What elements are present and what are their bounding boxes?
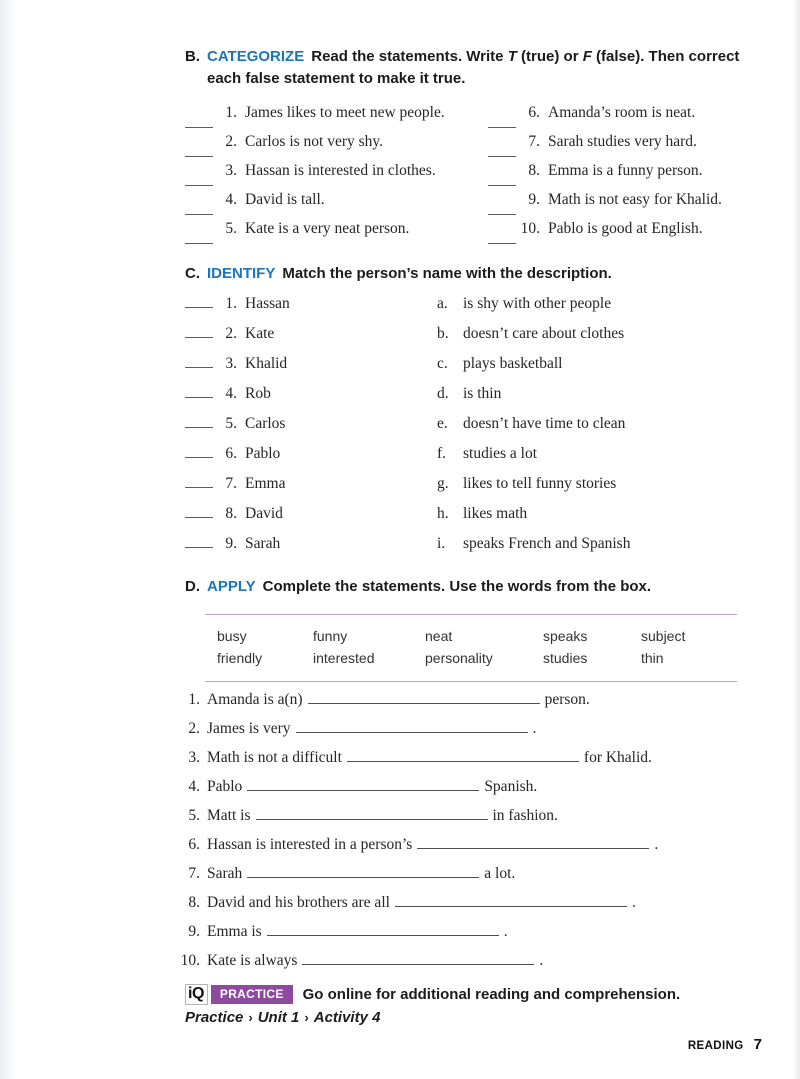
word-box-word: speaks: [543, 628, 588, 644]
statement-row: [177, 836, 743, 865]
statement-pre: Emma is: [207, 923, 262, 940]
statement-post: .: [539, 952, 544, 969]
name-text: Hassan: [245, 295, 290, 312]
true-false-item: [488, 133, 743, 162]
description-letter: e.: [437, 415, 448, 432]
chevron-right-icon: ›: [248, 1010, 253, 1025]
breadcrumb-activity: Activity 4: [313, 1009, 381, 1026]
description-text: speaks French and Spanish: [463, 535, 631, 552]
statement-row: [177, 807, 743, 836]
section-identify: [185, 263, 743, 565]
practice-breadcrumb: [185, 1009, 745, 1026]
name-text: Emma: [245, 475, 286, 492]
answer-blank: [488, 185, 516, 186]
true-false-item: [488, 162, 743, 191]
true-false-item: [185, 133, 488, 162]
true-false-item: [185, 104, 488, 133]
item-text: James likes to meet new people.: [245, 104, 445, 121]
statement-post: .: [532, 720, 537, 737]
fill-in-blank: [267, 935, 499, 936]
matching-row: [185, 355, 743, 385]
name-text: Carlos: [245, 415, 286, 432]
name-number: 7.: [225, 475, 237, 492]
statement-pre: Sarah: [207, 865, 243, 882]
name-text: Kate: [245, 325, 275, 342]
matching-row: [185, 505, 743, 535]
fill-in-blank: [302, 964, 534, 965]
description-text: doesn’t care about clothes: [463, 325, 625, 342]
statement-number: 6.: [188, 836, 200, 853]
statement-pre: Amanda is a(n): [207, 691, 303, 708]
description-text: doesn’t have time to clean: [463, 415, 626, 432]
word-box-word: interested: [313, 650, 375, 666]
true-false-list: [185, 104, 743, 249]
word-box-word: funny: [313, 628, 348, 644]
section-c-keyword: IDENTIFY: [207, 265, 276, 282]
description-text: is shy with other people: [463, 295, 612, 312]
fill-in-blank: [395, 906, 627, 907]
section-b-instruction: Read the statements. Write T (true) or F (false). Then correct each false statement to make it true.: [207, 48, 740, 87]
statement-pre: Kate is always: [207, 952, 298, 969]
item-number: 7.: [528, 133, 540, 150]
word-box: [205, 614, 737, 682]
section-b-keyword: CATEGORIZE: [207, 48, 305, 65]
statement-post: .: [631, 894, 636, 911]
word-box-word: busy: [217, 628, 247, 644]
answer-blank: [185, 487, 213, 488]
section-b-header: [185, 46, 743, 90]
matching-row: [185, 385, 743, 415]
answer-blank: [488, 243, 516, 244]
iq-practice-strip: [185, 984, 745, 1026]
description-letter: c.: [437, 355, 448, 372]
statement-number: 3.: [188, 749, 200, 766]
matching-list: [185, 295, 743, 565]
matching-row: [185, 325, 743, 355]
statement-number: 4.: [188, 778, 200, 795]
statement-row: [177, 952, 743, 981]
matching-row: [185, 295, 743, 325]
name-text: Khalid: [245, 355, 288, 372]
answer-blank: [488, 127, 516, 128]
section-d-instruction: Complete the statements. Use the words from the box.: [262, 578, 652, 595]
word-box-word: personality: [425, 650, 493, 666]
iq-logo: iQ: [185, 984, 208, 1005]
matching-row: [185, 475, 743, 505]
statement-pre: Math is not a difficult: [207, 749, 342, 766]
item-number: 6.: [528, 104, 540, 121]
fill-in-blank: [347, 761, 579, 762]
name-text: Rob: [245, 385, 271, 402]
statement-post: in fashion.: [492, 807, 558, 824]
footer-page-number: 7: [753, 1036, 762, 1053]
name-number: 8.: [225, 505, 237, 522]
statement-post: .: [503, 923, 508, 940]
matching-row: [185, 445, 743, 475]
item-text: David is tall.: [245, 191, 325, 208]
true-false-column-1: [185, 104, 488, 249]
matching-row: [185, 415, 743, 445]
description-letter: b.: [437, 325, 449, 342]
true-false-column-2: [488, 104, 743, 249]
practice-badge: PRACTICE: [211, 985, 293, 1004]
item-text: Amanda’s room is neat.: [548, 104, 696, 121]
statement-post: for Khalid.: [583, 749, 652, 766]
word-box-word: friendly: [217, 650, 263, 666]
description-text: studies a lot: [463, 445, 538, 462]
answer-blank: [185, 127, 213, 128]
statement-post: a lot.: [484, 865, 516, 882]
breadcrumb-unit: Unit 1: [257, 1009, 300, 1026]
true-false-item: [185, 220, 488, 249]
breadcrumb-practice: Practice: [185, 1009, 244, 1026]
item-text: Emma is a funny person.: [548, 162, 703, 179]
statement-number: 1.: [188, 691, 200, 708]
name-text: Pablo: [245, 445, 281, 462]
word-box-word: studies: [543, 650, 588, 666]
item-text: Kate is a very neat person.: [245, 220, 410, 237]
answer-blank: [185, 185, 213, 186]
answer-blank: [185, 427, 213, 428]
answer-blank: [185, 367, 213, 368]
statement-number: 5.: [188, 807, 200, 824]
answer-blank: [185, 156, 213, 157]
answer-blank: [185, 457, 213, 458]
statement-row: [177, 894, 743, 923]
name-number: 1.: [225, 295, 237, 312]
item-text: Sarah studies very hard.: [548, 133, 697, 150]
statement-post: Spanish.: [484, 778, 538, 795]
item-text: Pablo is good at English.: [548, 220, 703, 237]
section-c-instruction: Match the person’s name with the description.: [282, 265, 612, 282]
answer-blank: [488, 214, 516, 215]
section-d-header: [185, 576, 743, 598]
description-letter: h.: [437, 505, 449, 522]
statement-row: [177, 778, 743, 807]
statement-post: person.: [544, 691, 590, 708]
item-number: 2.: [225, 133, 237, 150]
answer-blank: [185, 337, 213, 338]
statement-row: [177, 865, 743, 894]
word-box-word: subject: [641, 628, 686, 644]
statement-pre: Pablo: [207, 778, 243, 795]
item-text: Math is not easy for Khalid.: [548, 191, 722, 208]
fill-in-blank: [256, 819, 488, 820]
fill-in-statements: [177, 691, 743, 981]
description-text: likes to tell funny stories: [463, 475, 617, 492]
chevron-right-icon: ›: [304, 1010, 309, 1025]
statement-pre: David and his brothers are all: [207, 894, 390, 911]
section-c-header: [185, 263, 743, 285]
fill-in-blank: [296, 732, 528, 733]
answer-blank: [488, 156, 516, 157]
statement-number: 10.: [180, 952, 200, 969]
statement-row: [177, 691, 743, 720]
name-number: 6.: [225, 445, 237, 462]
fill-in-blank: [417, 848, 649, 849]
statement-row: [177, 923, 743, 952]
footer-section-label: READING: [687, 1040, 744, 1052]
section-d-letter: D.: [185, 578, 200, 595]
name-number: 3.: [225, 355, 237, 372]
statement-number: 2.: [188, 720, 200, 737]
true-false-item: [488, 104, 743, 133]
statement-number: 7.: [188, 865, 200, 882]
word-box-word: thin: [641, 650, 664, 666]
statement-number: 8.: [188, 894, 200, 911]
section-d-keyword: APPLY: [207, 578, 256, 595]
name-number: 9.: [225, 535, 237, 552]
statement-post: .: [654, 836, 659, 853]
page-footer: [688, 1036, 762, 1053]
true-false-item: [185, 162, 488, 191]
statement-pre: Matt is: [207, 807, 251, 824]
item-text: Carlos is not very shy.: [245, 133, 384, 150]
item-number: 1.: [225, 104, 237, 121]
item-number: 8.: [528, 162, 540, 179]
item-text: Hassan is interested in clothes.: [245, 162, 436, 179]
word-box-word: neat: [425, 628, 453, 644]
answer-blank: [185, 397, 213, 398]
item-number: 3.: [225, 162, 237, 179]
answer-blank: [185, 243, 213, 244]
matching-row: [185, 535, 743, 565]
section-categorize: [185, 46, 743, 249]
description-letter: i.: [437, 535, 446, 552]
name-number: 2.: [225, 325, 237, 342]
statement-row: [177, 720, 743, 749]
statement-pre: Hassan is interested in a person’s: [207, 836, 413, 853]
description-letter: d.: [437, 385, 449, 402]
answer-blank: [185, 214, 213, 215]
true-false-item: [185, 191, 488, 220]
page-edge-right: [792, 0, 800, 1079]
name-text: Sarah: [245, 535, 281, 552]
fill-in-blank: [308, 703, 540, 704]
fill-in-blank: [247, 877, 479, 878]
name-number: 4.: [225, 385, 237, 402]
statement-number: 9.: [188, 923, 200, 940]
true-false-item: [488, 191, 743, 220]
description-text: plays basketball: [463, 355, 563, 372]
item-number: 9.: [528, 191, 540, 208]
description-letter: f.: [437, 445, 447, 462]
section-apply: [180, 576, 743, 981]
name-text: David: [245, 505, 283, 522]
statement-pre: James is very: [207, 720, 291, 737]
description-letter: a.: [437, 295, 448, 312]
name-number: 5.: [225, 415, 237, 432]
answer-blank: [185, 547, 213, 548]
description-text: is thin: [463, 385, 502, 402]
description-text: likes math: [463, 505, 528, 522]
answer-blank: [185, 517, 213, 518]
practice-text: Go online for additional reading and comprehension.: [302, 986, 681, 1003]
item-number: 10.: [520, 220, 540, 237]
true-false-item: [488, 220, 743, 249]
statement-row: [177, 749, 743, 778]
section-c-letter: C.: [185, 265, 200, 282]
fill-in-blank: [247, 790, 479, 791]
section-b-letter: B.: [185, 48, 200, 65]
page-edge-left: [0, 0, 16, 1079]
item-number: 5.: [225, 220, 237, 237]
description-letter: g.: [437, 475, 449, 492]
answer-blank: [185, 307, 213, 308]
item-number: 4.: [225, 191, 237, 208]
